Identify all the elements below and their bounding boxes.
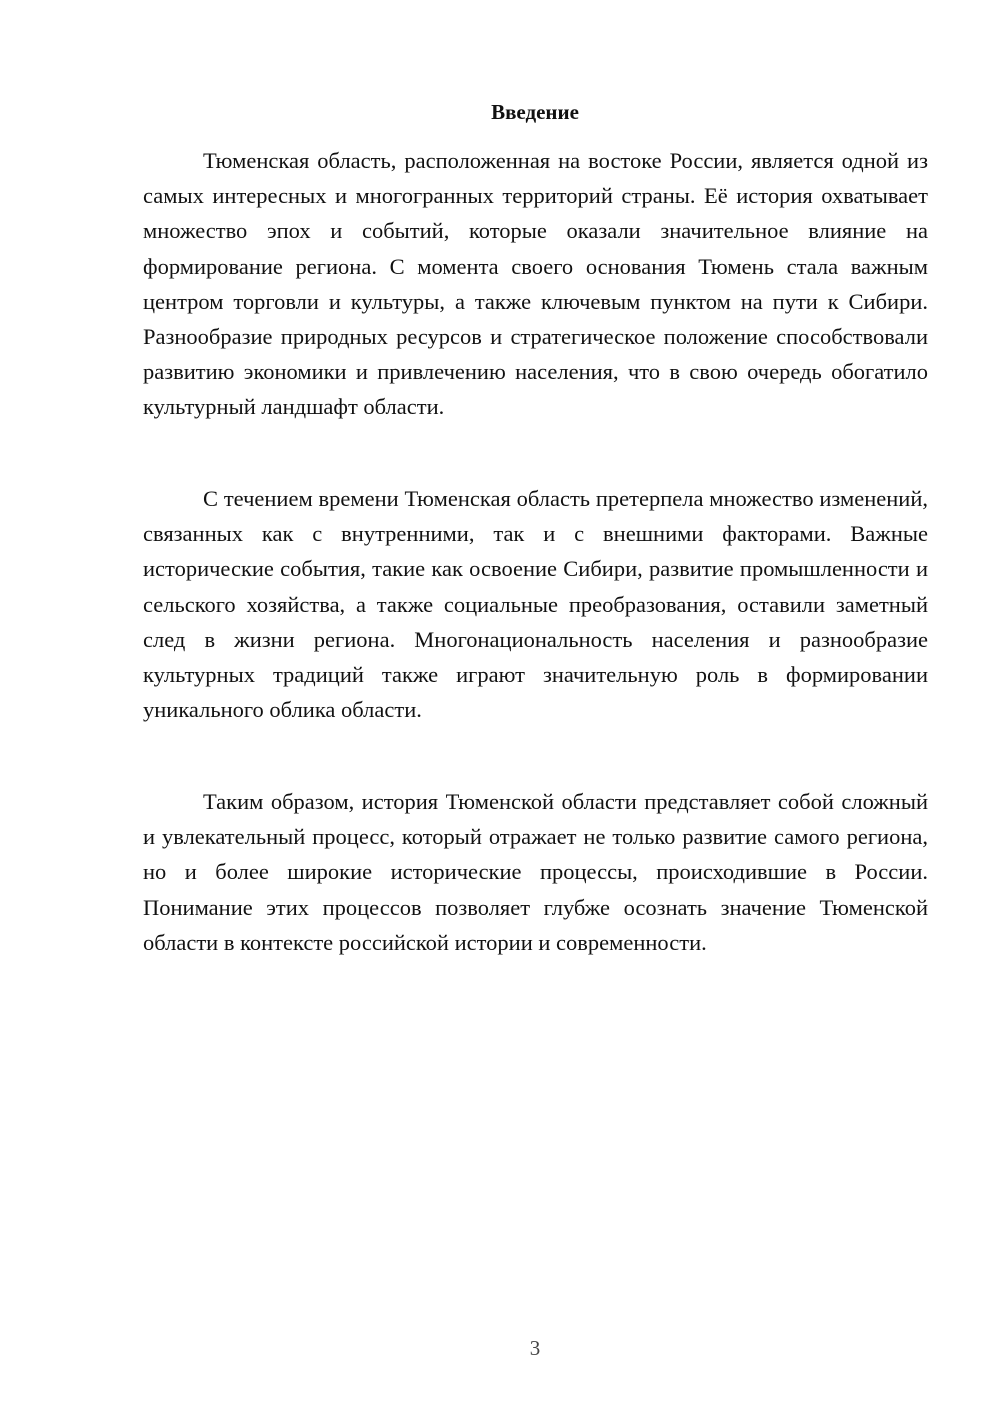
paragraph-3: Таким образом, история Тюменской области представляет собой сложный и увлекательный процесс, который отражает не только развитие самого региона, но и более широкие исторические процессы, происходившие в России. Понимание этих процессов позволяет глубже осознать значение Тюменской области в контексте российской истории и современности.	[143, 789, 928, 955]
paragraph-1: Тюменская область, расположенная на востоке России, является одной из самых интересных и многогранных территорий страны. Её история охватывает множество эпох и событий, которые оказали значительное влияние на формирование региона. С момента своего основания Тюмень стала важным центром торговли и культуры, а также ключевым пунктом на пути к Сибири. Разнообразие природных ресурсов и стратегическое положение способствовали развитию экономики и привлечению населения, что в свою очередь обогатило культурный ландшафт области.	[143, 148, 928, 420]
paragraph-2: С течением времени Тюменская область претерпела множество изменений, связанных как с внутренними, так и с внешними факторами. Важные исторические события, такие как освоение Сибири, развитие промышленности и сельского хозяйства, а также социальные преобразования, оставили заметный след в жизни региона. Многонациональность населения и разнообразие культурных традиций также играют значительную роль в формировании уникального облика области.	[143, 486, 928, 723]
page-number: 3	[529, 1336, 541, 1360]
section-heading: Введение	[491, 100, 579, 124]
